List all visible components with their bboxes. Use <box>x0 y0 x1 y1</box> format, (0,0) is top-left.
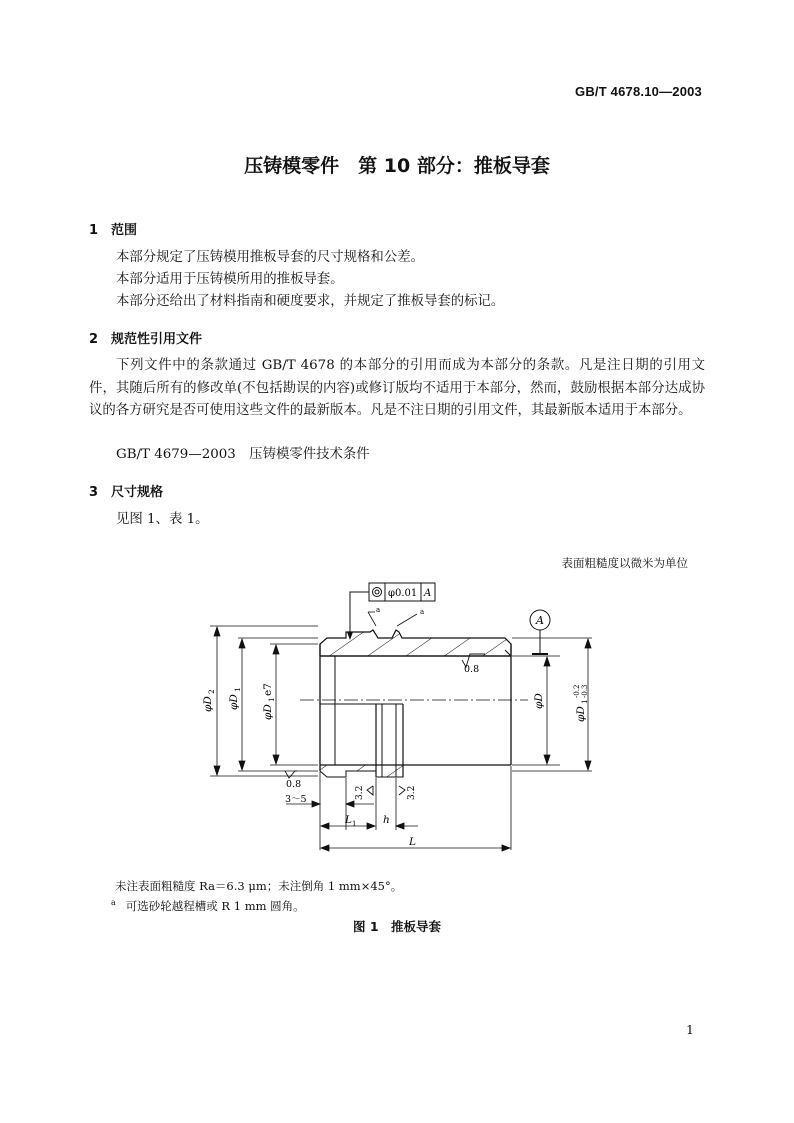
page-number: 1 <box>686 1022 694 1037</box>
figure-footnote <box>111 898 305 914</box>
roughness-08-bottom: 0.8 <box>286 779 302 790</box>
section-3-para: 见图 1、表 1。 <box>116 512 209 527</box>
dim-3-to-5: 3～5 <box>285 794 307 805</box>
label-tol-upper: -0.2 <box>573 684 581 698</box>
tolerance-datum: A <box>424 588 432 599</box>
section-2-number: 2 <box>89 332 99 347</box>
roughness-32 <box>355 786 417 800</box>
label-phi-d1-tol-sub: 1 <box>580 699 589 704</box>
roughness-08-top: 0.8 <box>464 664 480 675</box>
roughness-bottom <box>285 771 301 790</box>
label-phi-d1-e7-sub: 1 <box>267 697 276 702</box>
dim-l1-sub: 1 <box>352 820 357 828</box>
roughness-32-b: 3.2 <box>407 785 417 800</box>
groove-markers <box>368 606 424 626</box>
section-1-number: 1 <box>89 223 99 238</box>
figure-note: 未注表面粗糙度 Ra＝6.3 μm；未注倒角 1 mm×45°。 <box>115 879 403 893</box>
label-phi-d1-sub: 1 <box>233 687 242 692</box>
section-2-para: 下列文件中的条款通过 GB/T 4678 的本部分的引用而成为本部分的条款。凡是注日期的引用文件，其随后所有的修改单(不包括勘误的内容)或修订版均不适用于本部分，然而，鼓励根据本部分达成协议的各方研究是否可使用这些文件的最新版本。凡是不注日期的引用文件，其最新版本适用于本部分。 <box>89 358 705 418</box>
label-phi-d: φD <box>533 693 545 709</box>
section-1-para-3: 本部分还给出了材料指南和硬度要求，并规定了推板导套的标记。 <box>116 294 505 309</box>
label-phi-d1: φD <box>228 694 240 710</box>
tolerance-value: φ0.01 <box>388 588 418 599</box>
section-2-title: 规范性引用文件 <box>111 332 203 347</box>
section-3-title: 尺寸规格 <box>111 485 164 500</box>
section-1-para-1: 本部分规定了压铸模用推板导套的尺寸规格和公差。 <box>116 250 424 265</box>
label-phi-d2-sub: 2 <box>207 689 216 694</box>
dim-l1: L <box>345 814 352 826</box>
datum-a <box>530 610 550 654</box>
footnote-marker: a <box>111 898 116 908</box>
groove-marker-a-1: a <box>376 606 381 614</box>
dim-h: h <box>383 814 390 826</box>
figure-caption: 图 1 推板导套 <box>352 919 442 934</box>
section-1-title: 范围 <box>111 223 138 238</box>
datum-a-label: A <box>536 614 544 627</box>
section-1-para-2: 本部分适用于压铸模所用的推板导套。 <box>116 272 344 287</box>
label-phi-d1-tol: φD <box>575 706 587 722</box>
roughness-top <box>462 654 485 675</box>
label-tol-lower: -0.3 <box>581 684 589 698</box>
dim-l: L <box>409 836 416 848</box>
label-phi-d2: φD <box>202 696 214 712</box>
roughness-32-a: 3.2 <box>355 785 365 800</box>
bushing-section <box>300 630 528 777</box>
label-e7: e7 <box>262 683 274 696</box>
section-2-reference: GB/T 4679—2003 压铸模零件技术条件 <box>116 447 370 462</box>
section-3-number: 3 <box>89 485 99 500</box>
unit-note: 表面粗糙度以微米为单位 <box>561 556 688 570</box>
length-dimensions <box>286 766 511 851</box>
standard-number: GB/T 4678.10—2003 <box>575 84 702 99</box>
groove-marker-a-2: a <box>420 608 425 616</box>
label-phi-d1-e7: φD <box>262 704 274 720</box>
page-title: 压铸模零件 第 10 部分：推板导套 <box>244 155 550 177</box>
footnote-text: 可选砂轮越程槽或 R 1 mm 圆角。 <box>125 899 305 913</box>
